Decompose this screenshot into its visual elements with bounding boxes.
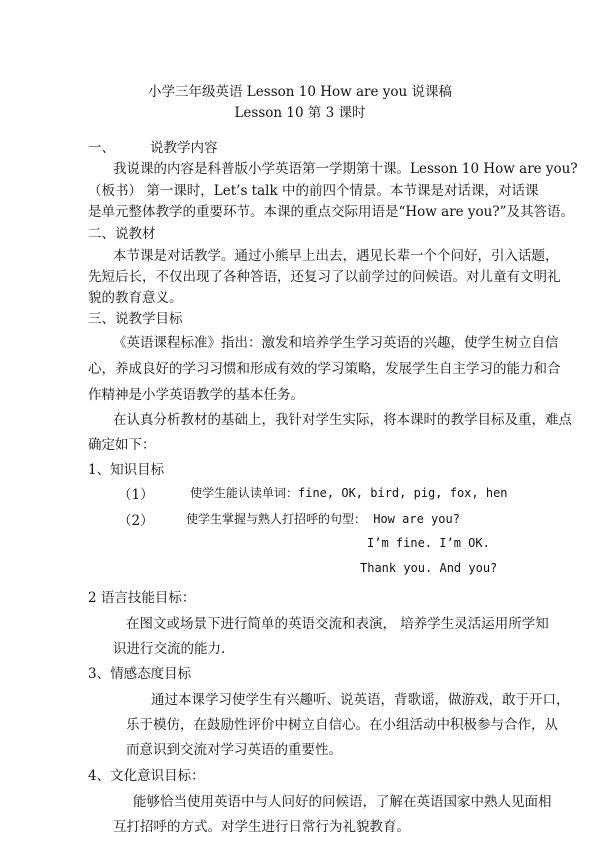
section-2-heading: 二、说教材	[88, 226, 156, 242]
section-3-para2-line: 在认真分析教材的基础上，我针对学生实际，将本课时的教学目标及重，难点	[113, 412, 572, 428]
goal-1-heading: 1、知识目标	[88, 462, 165, 478]
section-2-line: 先短后长，不仅出现了各种答语，还复习了以前学过的问候语。对儿童有文明礼	[88, 269, 561, 285]
goal-4-line: 能够恰当使用英语中与人问好的问候语，了解在英语国家中熟人见面相	[133, 794, 552, 810]
section-2-line: 貌的教育意义。	[88, 290, 183, 306]
goal-2-line: 在图文或场景下进行简单的英语交流和表演， 培养学生灵活运用所学知	[126, 616, 549, 632]
goal-4-line: 互打招呼的方式。对学生进行日常行为礼貌教育。	[113, 819, 410, 835]
goal-1-answer-1: I’m fine. I’m OK.	[367, 536, 490, 550]
goal-2-heading: 2 语言技能目标：	[88, 590, 196, 606]
document-subtitle: Lesson 10 第 3 课时	[234, 105, 366, 121]
section-3-heading: 三、说教学目标	[88, 311, 183, 327]
section-3-para2-line: 确定如下：	[88, 437, 156, 453]
goal-1-item-1-text: 使学生能认读单词：fine, OK, bird, pig, fox, hen	[190, 486, 508, 500]
goal-3-heading: 3、情感态度目标	[88, 666, 192, 682]
goal-1-answer-2: Thank you. And you?	[360, 561, 498, 575]
section-3-para1-line: 心，养成良好的学习习惯和形成有效的学习策略，发展学生自主学习的能力和合	[88, 361, 561, 377]
section-3-para1-line: 《英语课程标准》指出：激发和培养学生学习英语的兴趣，使学生树立自信	[113, 335, 559, 351]
section-2-line: 本节课是对话教学。通过小熊早上出去，遇见长辈一个个问好，引入话题，	[113, 248, 559, 264]
goal-1-item-2-text: 使学生掌握与熟人打招呼的句型： How are you?	[186, 512, 460, 526]
section-1-line: （板书） 第一课时，Let’s talk 中的前四个情景。本节课是对话课，对话课	[88, 183, 539, 199]
section-1-line: 是单元整体教学的重要环节。本课的重点交际用语是“How are you?”及其答语。	[88, 204, 575, 220]
goal-3-line: 而意识到交流对学习英语的重要性。	[126, 742, 342, 758]
goal-3-line: 通过本课学习使学生有兴趣听、说英语，背歌谣，做游戏，敢于开口，	[151, 692, 570, 708]
goal-2-line: 识进行交流的能力.	[113, 641, 226, 657]
document-title: 小学三年级英语 Lesson 10 How are you 说课稿	[148, 84, 452, 100]
section-1-number: 一、	[88, 140, 115, 156]
section-1-line: 我说课的内容是科普版小学英语第一学期第十课。Lesson 10 How are you?	[113, 161, 578, 177]
goal-1-item-2-number: （2）	[118, 513, 154, 529]
goal-1-item-1-number: （1）	[118, 487, 154, 503]
section-3-para1-line: 作精神是小学英语教学的基本任务。	[88, 387, 304, 403]
goal-4-heading: 4、文化意识目标：	[88, 768, 205, 784]
goal-3-line: 乐于模仿，在鼓励性评价中树立自信心。在小组活动中积极参与合作，从	[126, 717, 558, 733]
section-1-heading: 说教学内容	[150, 140, 218, 156]
